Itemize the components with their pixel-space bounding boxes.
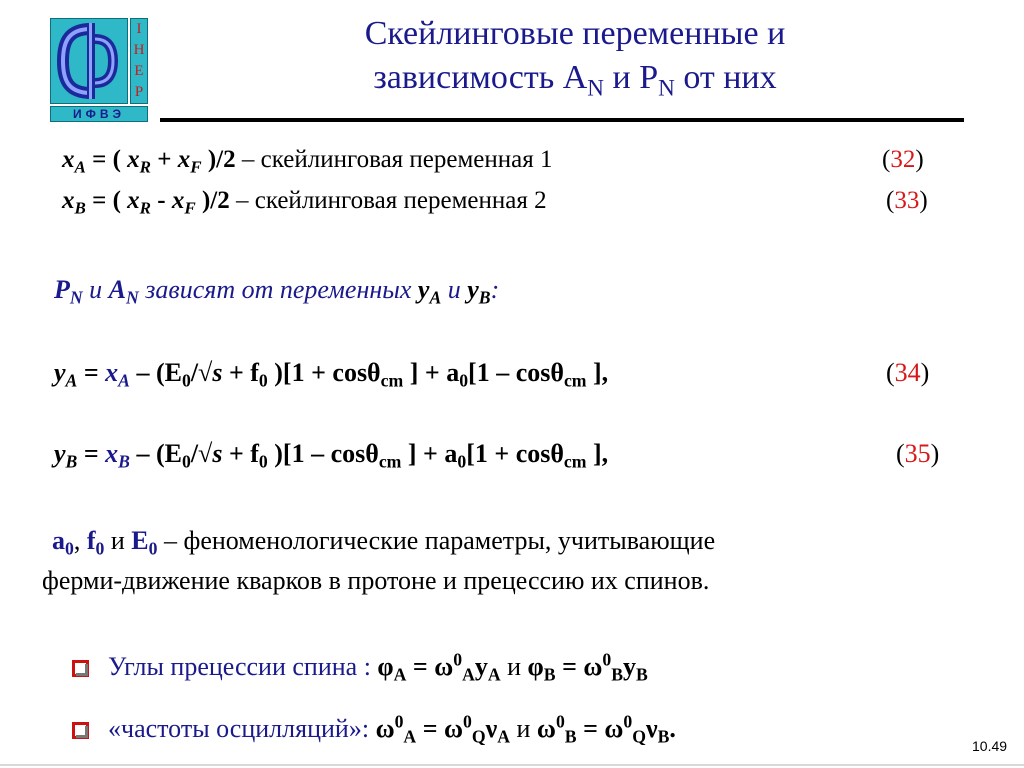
- dependency-statement: $P_N$ и $A_N$ зависят от переменных $y_A$ и $y_B$:: [54, 275, 500, 308]
- logo-emblem: [50, 18, 128, 104]
- logo-letter: I: [136, 21, 142, 37]
- equation-35-number: (35): [896, 439, 940, 468]
- params-line-1: $a_0$, $f_0$ и $E_0$ – феноменологические параметры, учитывающие: [52, 526, 716, 559]
- logo-letter: Р: [134, 84, 144, 100]
- equation-34: $y_A = x_A - (E_0/√s + f_0$ )[1 + cosθ$_{cm}$ ] + $a_0[1 - \cos\theta_{cm}$ ],: [54, 358, 609, 391]
- logo-letters: [130, 18, 148, 104]
- equation-33-number: (33): [886, 187, 928, 214]
- institute-logo: [50, 18, 148, 122]
- checkbox-bullet-icon: [72, 722, 89, 739]
- title-divider: [160, 118, 964, 122]
- checkbox-bullet-icon: [72, 660, 89, 677]
- title-line-1: Скейлинговые переменные и: [364, 15, 786, 52]
- params-line-2: ферми-движение кварков в протоне и прецессию их спинов.: [42, 566, 710, 595]
- title-line-2: зависимость $A_N$ и $P_N$ от них: [373, 59, 777, 102]
- bullet-precession-angles: Углы прецессии спина : $\varphi_A = \omega^0_Ay_A$ и $\varphi_B = \omega^0_By_B$: [108, 649, 648, 685]
- slide-title: [180, 12, 970, 100]
- equation-32: $x_A$ = ( $x_R + x_F$ )/2 – скейлинговая переменная 1: [62, 146, 553, 177]
- bullet-oscillation-frequencies: «частоты осцилляций»: $\omega^0_A = \omega^0_Q\nu_A$ и $\omega^0_B = \omega^0_Q\nu_B$.: [108, 711, 676, 747]
- equation-32-text: – скейлинговая переменная 1: [235, 146, 553, 173]
- footer-divider: [0, 764, 1024, 766]
- logo-emblem-icon: [51, 19, 127, 103]
- logo-letter: Н: [133, 42, 145, 58]
- logo-letter: Е: [134, 63, 144, 79]
- slide-number: 10.49: [972, 738, 1008, 754]
- equation-32-number: (32): [882, 146, 924, 173]
- equation-33: $x_B$ = ( $x_R - x_F$ )/2 – скейлинговая переменная 2: [62, 187, 547, 218]
- equation-35: $y_B = x_B - (E_0/√s + f_0$ )[1 – cosθ$_{cm}$ ] + $a_0[1 + \cos\theta_{cm}$ ],: [54, 439, 609, 472]
- equation-34-number: (34): [886, 358, 930, 387]
- equation-33-text: – скейлинговая переменная 2: [229, 187, 547, 214]
- logo-bottom-text: ИФВЭ: [50, 106, 148, 122]
